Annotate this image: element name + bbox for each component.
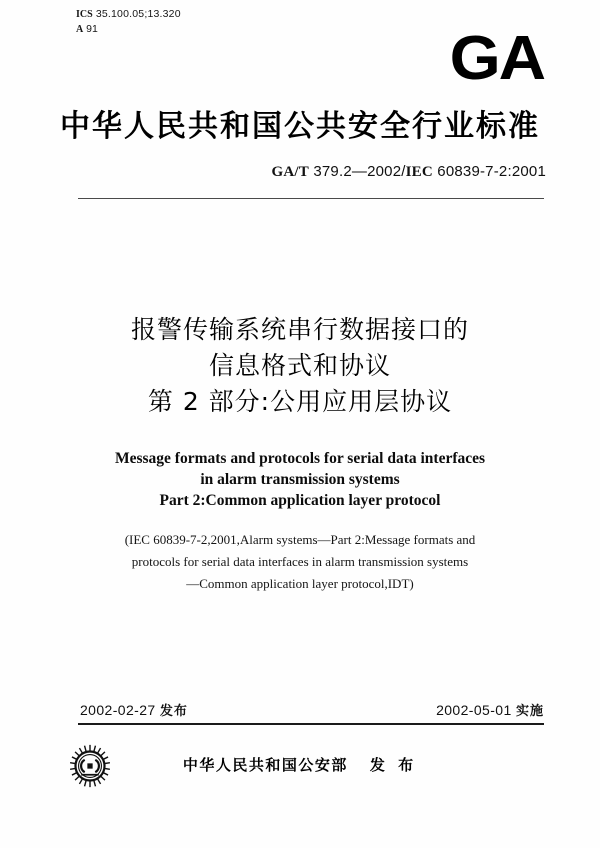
title-chinese-line-3: 第 2 部分:公用应用层协议 [147, 387, 453, 416]
ga-logo: GA [449, 24, 544, 93]
effective-date [436, 700, 544, 719]
title-english-line-3: Part 2:Common application layer protocol [159, 492, 441, 509]
standard-number-rest: 379.2—2002/ [308, 163, 406, 180]
publisher-line [0, 754, 600, 775]
issue-date [80, 700, 188, 719]
effective-date-label: 实施 [515, 704, 544, 719]
title-chinese [0, 312, 600, 420]
classification-line [76, 23, 181, 37]
classification-letter: A [76, 23, 84, 35]
equivalence-note [0, 529, 600, 595]
title-chinese-line-1: 报警传输系统串行数据接口的 [130, 315, 469, 344]
standard-number [271, 163, 546, 181]
ics-label: ICS [76, 9, 93, 20]
effective-date-value: 2002-05-01 [436, 702, 512, 718]
iec-label: IEC [405, 164, 433, 180]
national-standard-heading: 中华人民共和国公共安全行业标准 [60, 109, 540, 144]
title-chinese-line-2: 信息格式和协议 [208, 351, 391, 380]
ics-value: 35.100.05;13.320 [95, 8, 181, 20]
footer-divider [78, 723, 544, 725]
publisher-name: 中华人民共和国公安部 [182, 756, 348, 774]
issue-date-value: 2002-02-27 [80, 702, 156, 718]
classification-number: 91 [86, 22, 98, 35]
publisher-verb: 发 布 [369, 756, 418, 774]
iec-number: 60839-7-2:2001 [432, 163, 546, 180]
ics-code-line [76, 8, 181, 22]
equivalence-note-line-1: (IEC 60839-7-2,2001,Alarm systems—Part 2:Message formats and [124, 532, 476, 547]
title-english [0, 448, 600, 511]
equivalence-note-line-2: protocols for serial data interfaces in alarm transmission systems [131, 554, 469, 569]
standard-number-prefix: GA/T [271, 164, 309, 180]
header-divider [78, 198, 544, 199]
title-english-line-1: Message formats and protocols for serial data interfaces [114, 450, 486, 467]
ics-header [76, 8, 181, 36]
equivalence-note-line-3: —Common application layer protocol,IDT) [186, 576, 414, 591]
issue-date-label: 发布 [159, 704, 188, 719]
title-english-line-2: in alarm transmission systems [200, 471, 400, 488]
